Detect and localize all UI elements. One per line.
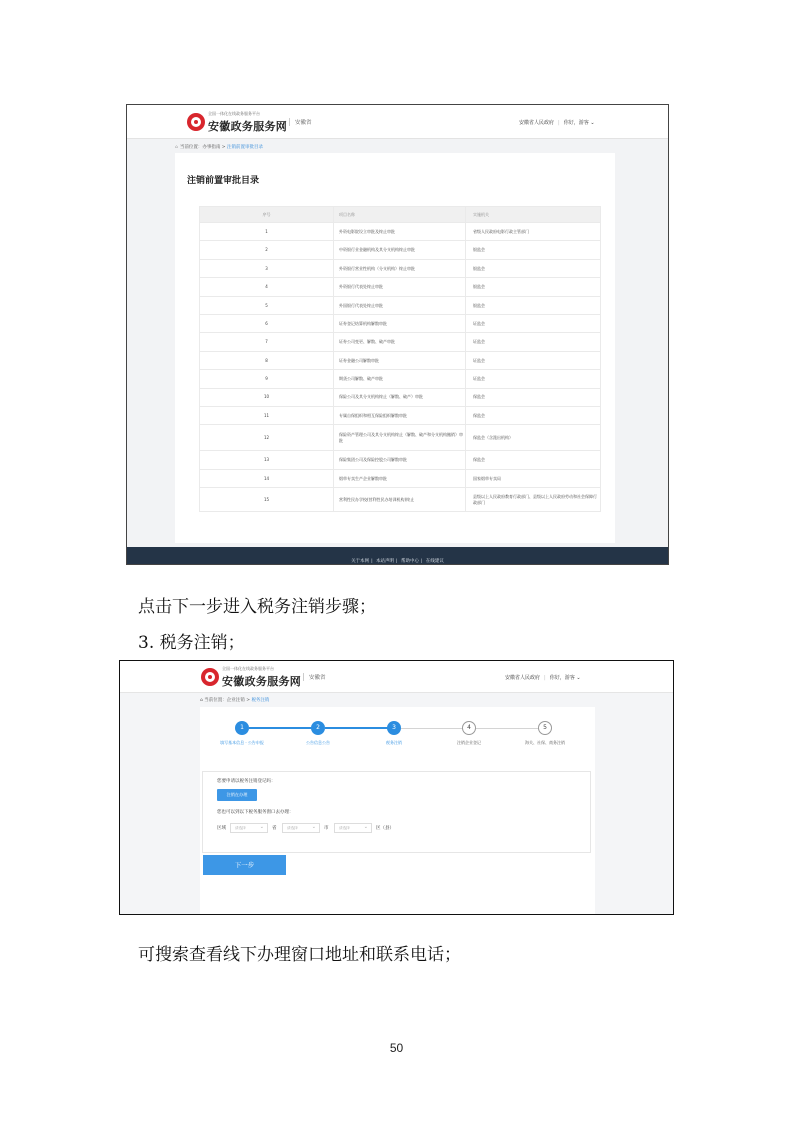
caption-search-windows: 可搜索查看线下办理窗口地址和联系电话； bbox=[138, 945, 461, 965]
table-row bbox=[200, 370, 601, 388]
step-2-label: 公告信息公告 bbox=[306, 740, 330, 745]
row-index: 9 bbox=[200, 370, 334, 388]
row-item-name: 专属自保组织和相互保险组织解散审批 bbox=[334, 406, 466, 424]
table-row bbox=[200, 388, 601, 406]
province-suffix: 省 bbox=[272, 826, 277, 831]
logo-title[interactable]: 安徽政务服务网 bbox=[208, 120, 288, 133]
row-index: 10 bbox=[200, 388, 334, 406]
online-deregister-button[interactable]: 注销在办理 bbox=[217, 789, 257, 801]
logo-title[interactable]: 安徽政务服务网 bbox=[222, 675, 302, 688]
district-select[interactable]: 请选择 ⌄ bbox=[334, 823, 372, 833]
row-item-name: 营利性民办学校(营利性民办培训机构)终止 bbox=[334, 488, 466, 512]
site-logo-icon[interactable] bbox=[201, 668, 219, 686]
table-row bbox=[200, 351, 601, 369]
city-select[interactable]: 请选择 ⌄ bbox=[282, 823, 320, 833]
row-index: 12 bbox=[200, 425, 334, 451]
user-name[interactable]: 游客 bbox=[564, 675, 575, 681]
page-number: 50 bbox=[389, 1041, 404, 1055]
step-2-number: 2 bbox=[311, 721, 325, 735]
step-5 bbox=[515, 721, 575, 746]
step-3 bbox=[364, 721, 424, 746]
step-1-number: 1 bbox=[235, 721, 249, 735]
logo-subtitle: 全国一体化在线政务服务平台 bbox=[208, 111, 260, 116]
row-authority: 保监会（含派出机构） bbox=[466, 425, 601, 451]
row-item-name: 中资银行业金融机构及其分支机构终止审批 bbox=[334, 241, 466, 259]
column-header-authority: 实施机关 bbox=[466, 207, 601, 223]
greeting: 你好， bbox=[563, 120, 579, 126]
row-index: 7 bbox=[200, 333, 334, 351]
next-step-button[interactable]: 下一步 bbox=[203, 855, 286, 875]
table-row bbox=[200, 278, 601, 296]
row-authority: 银监会 bbox=[466, 259, 601, 277]
row-item-name: 烟草专卖生产企业解散审批 bbox=[334, 469, 466, 487]
step-3-label: 税务注销 bbox=[386, 740, 402, 745]
row-item-name: 保险公司及其分支机构终止（解散、破产）审批 bbox=[334, 388, 466, 406]
table-row bbox=[200, 451, 601, 469]
gov-link[interactable]: 安徽省人民政府 bbox=[505, 675, 541, 681]
breadcrumb-separator: > bbox=[244, 698, 252, 703]
row-index: 1 bbox=[200, 223, 334, 241]
row-item-name: 保险集团公司及保险控股公司解散审批 bbox=[334, 451, 466, 469]
step-4-label: 注销企业登记 bbox=[457, 740, 481, 745]
table-row bbox=[200, 425, 601, 451]
table-row bbox=[200, 406, 601, 424]
row-authority: 省级人民政府电影行政主管部门 bbox=[466, 223, 601, 241]
row-index: 5 bbox=[200, 296, 334, 314]
table-row bbox=[200, 223, 601, 241]
row-authority: 保监会 bbox=[466, 451, 601, 469]
row-index: 15 bbox=[200, 488, 334, 512]
screenshot-deregistration-approval-list bbox=[126, 104, 669, 565]
breadcrumb-level1[interactable]: 企业注销 bbox=[226, 698, 245, 703]
table-row bbox=[200, 314, 601, 332]
chevron-down-icon[interactable]: ⌄ bbox=[574, 675, 581, 681]
breadcrumb bbox=[175, 144, 263, 150]
approval-table bbox=[199, 206, 601, 512]
row-index: 4 bbox=[200, 278, 334, 296]
main-panel bbox=[200, 707, 595, 914]
breadcrumb-level1[interactable]: 办事指南 bbox=[202, 145, 221, 150]
screenshot-tax-deregistration bbox=[119, 660, 674, 915]
region-label[interactable]: 安徽省 bbox=[303, 673, 326, 681]
row-authority: 证监会 bbox=[466, 333, 601, 351]
step-1-label: 填写基本信息 · 公告申报 bbox=[220, 740, 264, 745]
step-2 bbox=[288, 721, 348, 746]
row-index: 2 bbox=[200, 241, 334, 259]
column-header-item: 项目名称 bbox=[334, 207, 466, 223]
province-select[interactable]: 请选择 ⌄ bbox=[230, 823, 268, 833]
row-item-name: 期货公司解散、破产审批 bbox=[334, 370, 466, 388]
chevron-down-icon[interactable]: ⌄ bbox=[588, 120, 595, 126]
row-item-name: 外资电影院设立审批及终止审批 bbox=[334, 223, 466, 241]
site-header bbox=[127, 105, 668, 139]
caption-next-step: 点击下一步进入税务注销步骤； bbox=[138, 597, 376, 617]
table-row bbox=[200, 333, 601, 351]
column-header-index: 序号 bbox=[200, 207, 334, 223]
online-question: 您要申请以税务注销登记吗： bbox=[217, 779, 276, 784]
table-row bbox=[200, 241, 601, 259]
breadcrumb bbox=[200, 697, 269, 703]
row-item-name: 证券公司变更、解散、破产审批 bbox=[334, 333, 466, 351]
row-index: 8 bbox=[200, 351, 334, 369]
step-4-number: 4 bbox=[462, 721, 476, 735]
table-row bbox=[200, 469, 601, 487]
breadcrumb-current: 税务注销 bbox=[251, 698, 270, 703]
tax-deregistration-box bbox=[202, 771, 591, 853]
content-card bbox=[175, 153, 615, 543]
footer-link-feedback[interactable]: 在线建议 bbox=[425, 559, 444, 564]
footer-link-help[interactable]: 帮助中心 bbox=[400, 559, 419, 564]
greeting: 你好， bbox=[549, 675, 565, 681]
site-logo-icon[interactable] bbox=[187, 113, 205, 131]
breadcrumb-prefix: 当前位置： bbox=[179, 145, 203, 150]
area-label: 区域 bbox=[217, 826, 226, 831]
table-row bbox=[200, 296, 601, 314]
table-row bbox=[200, 259, 601, 277]
city-suffix: 市 bbox=[324, 826, 329, 831]
page-title: 注销前置审批目录 bbox=[187, 176, 260, 186]
header-right bbox=[505, 674, 581, 681]
site-footer: 关于本网 | 本站声明 | 帮助中心 | 在线建议 bbox=[127, 547, 668, 564]
row-authority: 证监会 bbox=[466, 351, 601, 369]
header-divider: | bbox=[544, 675, 546, 681]
row-item-name: 外资银行代表处终止审批 bbox=[334, 278, 466, 296]
region-label[interactable]: 安徽省 bbox=[289, 118, 312, 126]
row-index: 3 bbox=[200, 259, 334, 277]
row-index: 14 bbox=[200, 469, 334, 487]
row-index: 11 bbox=[200, 406, 334, 424]
step-5-number: 5 bbox=[538, 721, 552, 735]
row-index: 13 bbox=[200, 451, 334, 469]
site-header bbox=[120, 661, 673, 693]
step-3-number: 3 bbox=[387, 721, 401, 735]
location-icon: ⌂ bbox=[175, 145, 178, 150]
step-5-label: 海关、社保、商务注销 bbox=[525, 740, 565, 745]
row-item-name: 证券金融公司解散审批 bbox=[334, 351, 466, 369]
row-authority: 县级以上人民政府教育行政部门、县级以上人民政府劳动和社会保障行政部门 bbox=[466, 488, 601, 512]
table-row bbox=[200, 488, 601, 512]
gov-link[interactable]: 安徽省人民政府 bbox=[519, 120, 555, 126]
row-authority: 银监会 bbox=[466, 296, 601, 314]
row-index: 6 bbox=[200, 314, 334, 332]
table-body bbox=[200, 223, 601, 512]
table-header-row bbox=[200, 207, 601, 223]
header-divider: | bbox=[558, 120, 560, 126]
row-authority: 证监会 bbox=[466, 370, 601, 388]
footer-link-statement[interactable]: 本站声明 bbox=[376, 559, 395, 564]
row-authority: 证监会 bbox=[466, 314, 601, 332]
row-item-name: 外资银行营业性机构（分支机构）终止审批 bbox=[334, 259, 466, 277]
footer-link-about[interactable]: 关于本网 bbox=[351, 559, 370, 564]
row-authority: 银监会 bbox=[466, 278, 601, 296]
row-item-name: 外国银行代表处终止审批 bbox=[334, 296, 466, 314]
breadcrumb-separator: > bbox=[220, 145, 227, 150]
row-item-name: 证券登记结算机构解散审批 bbox=[334, 314, 466, 332]
row-authority: 保监会 bbox=[466, 406, 601, 424]
row-authority: 保监会 bbox=[466, 388, 601, 406]
row-authority: 银监会 bbox=[466, 241, 601, 259]
step-4 bbox=[439, 721, 499, 746]
offline-question: 您也可以到以下税务服务窗口去办理： bbox=[217, 810, 294, 815]
location-icon: ⌂ bbox=[200, 698, 205, 703]
breadcrumb-current: 注销前置审批目录 bbox=[227, 145, 263, 150]
logo-subtitle: 全国一体化在线政务服务平台 bbox=[222, 666, 274, 671]
row-authority: 国家烟草专卖局 bbox=[466, 469, 601, 487]
district-suffix: 区（县） bbox=[376, 826, 394, 831]
user-name[interactable]: 游客 bbox=[578, 120, 589, 126]
breadcrumb-prefix: 当前位置： bbox=[204, 698, 227, 703]
header-right bbox=[519, 119, 595, 126]
row-item-name: 保险资产管理公司及其分支机构终止（解散、破产和分支机构撤销）审批 bbox=[334, 425, 466, 451]
caption-tax-deregistration: 3. 税务注销； bbox=[138, 633, 245, 653]
step-1 bbox=[212, 721, 272, 746]
